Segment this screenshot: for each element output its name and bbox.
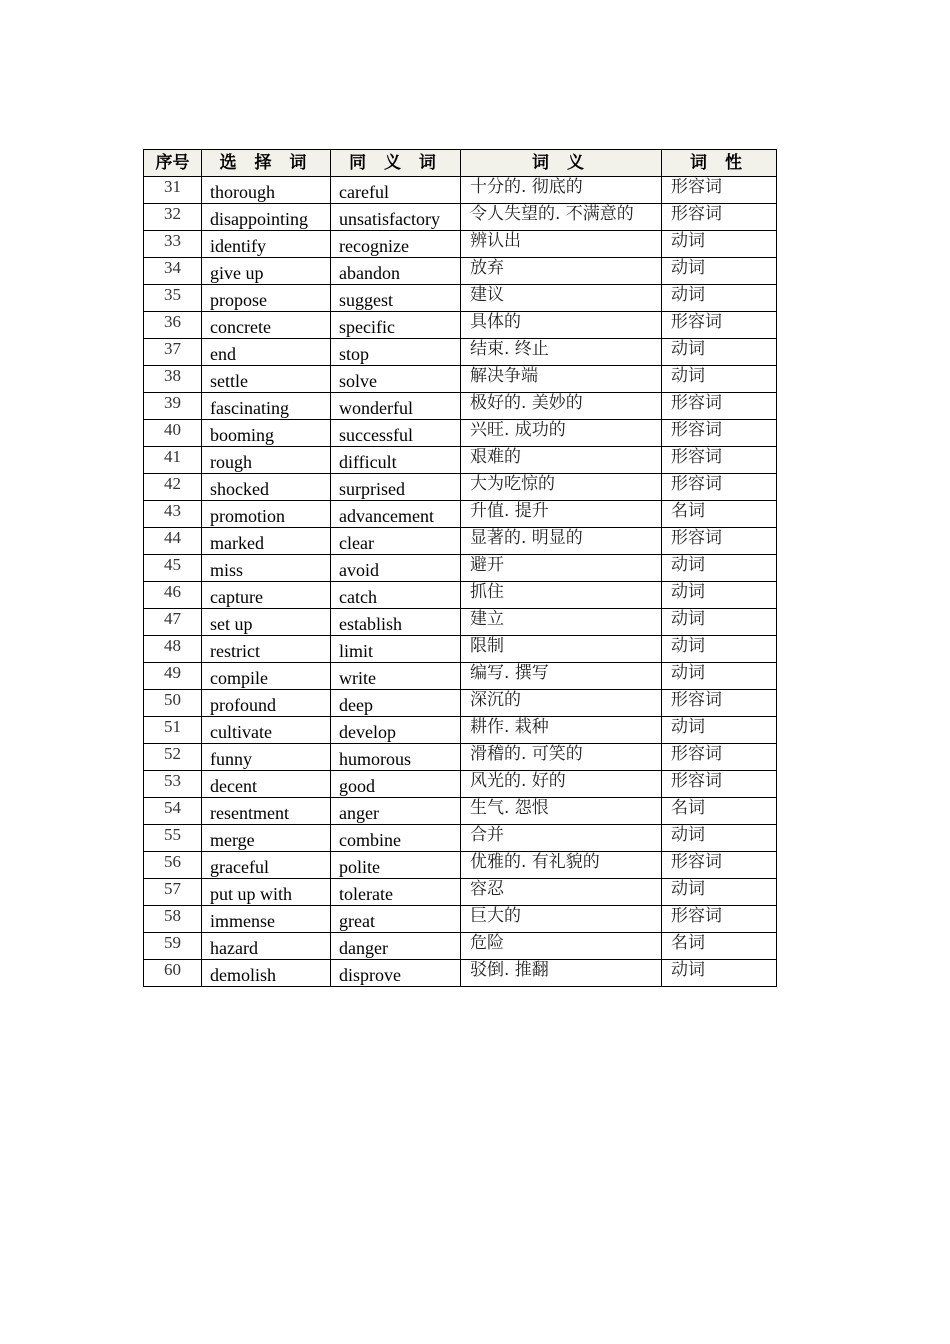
selected-word: end <box>202 339 331 366</box>
synonym: unsatisfactory <box>331 204 461 231</box>
synonym: great <box>331 906 461 933</box>
table-row <box>144 825 777 852</box>
row-number: 51 <box>144 717 202 744</box>
row-number: 32 <box>144 204 202 231</box>
chinese-meaning: 升值. 提升 <box>461 501 662 528</box>
part-of-speech: 动词 <box>662 339 777 366</box>
chinese-meaning: 辨认出 <box>461 231 662 258</box>
header-word: 选 择 词 <box>202 150 331 177</box>
table-row <box>144 312 777 339</box>
synonym: disprove <box>331 960 461 987</box>
chinese-meaning: 风光的. 好的 <box>461 771 662 798</box>
selected-word: rough <box>202 447 331 474</box>
header-synonym: 同 义 词 <box>331 150 461 177</box>
chinese-meaning: 令人失望的. 不满意的 <box>461 204 662 231</box>
synonym: specific <box>331 312 461 339</box>
vocabulary-table <box>143 149 777 987</box>
part-of-speech: 形容词 <box>662 393 777 420</box>
chinese-meaning: 大为吃惊的 <box>461 474 662 501</box>
table-row <box>144 528 777 555</box>
table-row <box>144 474 777 501</box>
part-of-speech: 动词 <box>662 258 777 285</box>
row-number: 46 <box>144 582 202 609</box>
synonym: good <box>331 771 461 798</box>
chinese-meaning: 十分的. 彻底的 <box>461 177 662 204</box>
chinese-meaning: 合并 <box>461 825 662 852</box>
row-number: 47 <box>144 609 202 636</box>
selected-word: fascinating <box>202 393 331 420</box>
selected-word: shocked <box>202 474 331 501</box>
synonym: danger <box>331 933 461 960</box>
row-number: 49 <box>144 663 202 690</box>
table-row <box>144 258 777 285</box>
table-row <box>144 771 777 798</box>
part-of-speech: 动词 <box>662 582 777 609</box>
chinese-meaning: 编写. 撰写 <box>461 663 662 690</box>
table-row <box>144 501 777 528</box>
synonym: deep <box>331 690 461 717</box>
part-of-speech: 形容词 <box>662 771 777 798</box>
chinese-meaning: 巨大的 <box>461 906 662 933</box>
selected-word: booming <box>202 420 331 447</box>
synonym: combine <box>331 825 461 852</box>
selected-word: capture <box>202 582 331 609</box>
row-number: 56 <box>144 852 202 879</box>
selected-word: compile <box>202 663 331 690</box>
table-body <box>144 177 777 987</box>
part-of-speech: 动词 <box>662 231 777 258</box>
chinese-meaning: 建议 <box>461 285 662 312</box>
selected-word: miss <box>202 555 331 582</box>
part-of-speech: 动词 <box>662 609 777 636</box>
row-number: 57 <box>144 879 202 906</box>
part-of-speech: 形容词 <box>662 744 777 771</box>
row-number: 53 <box>144 771 202 798</box>
selected-word: disappointing <box>202 204 331 231</box>
table-row <box>144 879 777 906</box>
table-row <box>144 663 777 690</box>
selected-word: marked <box>202 528 331 555</box>
row-number: 38 <box>144 366 202 393</box>
chinese-meaning: 建立 <box>461 609 662 636</box>
table-row <box>144 393 777 420</box>
row-number: 54 <box>144 798 202 825</box>
table-row <box>144 231 777 258</box>
synonym: wonderful <box>331 393 461 420</box>
synonym: humorous <box>331 744 461 771</box>
row-number: 40 <box>144 420 202 447</box>
synonym: solve <box>331 366 461 393</box>
table-row <box>144 366 777 393</box>
selected-word: settle <box>202 366 331 393</box>
row-number: 33 <box>144 231 202 258</box>
synonym: establish <box>331 609 461 636</box>
selected-word: profound <box>202 690 331 717</box>
table-row <box>144 744 777 771</box>
synonym: careful <box>331 177 461 204</box>
chinese-meaning: 解决争端 <box>461 366 662 393</box>
selected-word: set up <box>202 609 331 636</box>
row-number: 37 <box>144 339 202 366</box>
row-number: 52 <box>144 744 202 771</box>
part-of-speech: 形容词 <box>662 447 777 474</box>
selected-word: immense <box>202 906 331 933</box>
header-number: 序号 <box>144 150 202 177</box>
table-row <box>144 447 777 474</box>
selected-word: resentment <box>202 798 331 825</box>
part-of-speech: 名词 <box>662 933 777 960</box>
row-number: 43 <box>144 501 202 528</box>
chinese-meaning: 生气. 怨恨 <box>461 798 662 825</box>
table-row <box>144 582 777 609</box>
row-number: 58 <box>144 906 202 933</box>
selected-word: thorough <box>202 177 331 204</box>
synonym: recognize <box>331 231 461 258</box>
part-of-speech: 名词 <box>662 501 777 528</box>
part-of-speech: 形容词 <box>662 690 777 717</box>
row-number: 55 <box>144 825 202 852</box>
chinese-meaning: 深沉的 <box>461 690 662 717</box>
header-part-of-speech: 词 性 <box>662 150 777 177</box>
table-row <box>144 339 777 366</box>
table-row <box>144 960 777 987</box>
synonym: tolerate <box>331 879 461 906</box>
part-of-speech: 动词 <box>662 879 777 906</box>
selected-word: promotion <box>202 501 331 528</box>
table-row <box>144 555 777 582</box>
synonym: successful <box>331 420 461 447</box>
row-number: 42 <box>144 474 202 501</box>
table-row <box>144 636 777 663</box>
row-number: 59 <box>144 933 202 960</box>
selected-word: decent <box>202 771 331 798</box>
selected-word: restrict <box>202 636 331 663</box>
row-number: 31 <box>144 177 202 204</box>
chinese-meaning: 显著的. 明显的 <box>461 528 662 555</box>
table-row <box>144 717 777 744</box>
selected-word: identify <box>202 231 331 258</box>
part-of-speech: 形容词 <box>662 906 777 933</box>
selected-word: hazard <box>202 933 331 960</box>
selected-word: demolish <box>202 960 331 987</box>
table-row <box>144 690 777 717</box>
row-number: 45 <box>144 555 202 582</box>
chinese-meaning: 具体的 <box>461 312 662 339</box>
synonym: clear <box>331 528 461 555</box>
selected-word: cultivate <box>202 717 331 744</box>
chinese-meaning: 容忍 <box>461 879 662 906</box>
header-meaning: 词 义 <box>461 150 662 177</box>
synonym: write <box>331 663 461 690</box>
part-of-speech: 形容词 <box>662 312 777 339</box>
table-row <box>144 420 777 447</box>
chinese-meaning: 滑稽的. 可笑的 <box>461 744 662 771</box>
synonym: catch <box>331 582 461 609</box>
table-row <box>144 204 777 231</box>
selected-word: merge <box>202 825 331 852</box>
table-row <box>144 285 777 312</box>
part-of-speech: 形容词 <box>662 204 777 231</box>
chinese-meaning: 结束. 终止 <box>461 339 662 366</box>
part-of-speech: 形容词 <box>662 474 777 501</box>
part-of-speech: 形容词 <box>662 528 777 555</box>
header-row <box>144 150 777 177</box>
chinese-meaning: 艰难的 <box>461 447 662 474</box>
table-row <box>144 933 777 960</box>
part-of-speech: 形容词 <box>662 852 777 879</box>
part-of-speech: 动词 <box>662 663 777 690</box>
row-number: 50 <box>144 690 202 717</box>
part-of-speech: 形容词 <box>662 420 777 447</box>
chinese-meaning: 限制 <box>461 636 662 663</box>
synonym: limit <box>331 636 461 663</box>
synonym: develop <box>331 717 461 744</box>
synonym: stop <box>331 339 461 366</box>
row-number: 35 <box>144 285 202 312</box>
chinese-meaning: 兴旺. 成功的 <box>461 420 662 447</box>
part-of-speech: 动词 <box>662 960 777 987</box>
table-header <box>144 150 777 177</box>
selected-word: give up <box>202 258 331 285</box>
row-number: 48 <box>144 636 202 663</box>
chinese-meaning: 避开 <box>461 555 662 582</box>
chinese-meaning: 抓住 <box>461 582 662 609</box>
chinese-meaning: 极好的. 美妙的 <box>461 393 662 420</box>
synonym: suggest <box>331 285 461 312</box>
part-of-speech: 动词 <box>662 636 777 663</box>
synonym: advancement <box>331 501 461 528</box>
part-of-speech: 动词 <box>662 285 777 312</box>
row-number: 60 <box>144 960 202 987</box>
row-number: 34 <box>144 258 202 285</box>
row-number: 39 <box>144 393 202 420</box>
part-of-speech: 动词 <box>662 717 777 744</box>
selected-word: put up with <box>202 879 331 906</box>
part-of-speech: 名词 <box>662 798 777 825</box>
synonym: surprised <box>331 474 461 501</box>
selected-word: propose <box>202 285 331 312</box>
selected-word: concrete <box>202 312 331 339</box>
part-of-speech: 动词 <box>662 825 777 852</box>
selected-word: funny <box>202 744 331 771</box>
chinese-meaning: 耕作. 栽种 <box>461 717 662 744</box>
table-row <box>144 906 777 933</box>
synonym: abandon <box>331 258 461 285</box>
row-number: 41 <box>144 447 202 474</box>
chinese-meaning: 危险 <box>461 933 662 960</box>
table-row <box>144 609 777 636</box>
part-of-speech: 形容词 <box>662 177 777 204</box>
chinese-meaning: 优雅的. 有礼貌的 <box>461 852 662 879</box>
table-row <box>144 177 777 204</box>
synonym: anger <box>331 798 461 825</box>
table-row <box>144 798 777 825</box>
row-number: 36 <box>144 312 202 339</box>
part-of-speech: 动词 <box>662 555 777 582</box>
chinese-meaning: 驳倒. 推翻 <box>461 960 662 987</box>
selected-word: graceful <box>202 852 331 879</box>
synonym: polite <box>331 852 461 879</box>
synonym: avoid <box>331 555 461 582</box>
table-row <box>144 852 777 879</box>
row-number: 44 <box>144 528 202 555</box>
synonym: difficult <box>331 447 461 474</box>
part-of-speech: 动词 <box>662 366 777 393</box>
chinese-meaning: 放弃 <box>461 258 662 285</box>
